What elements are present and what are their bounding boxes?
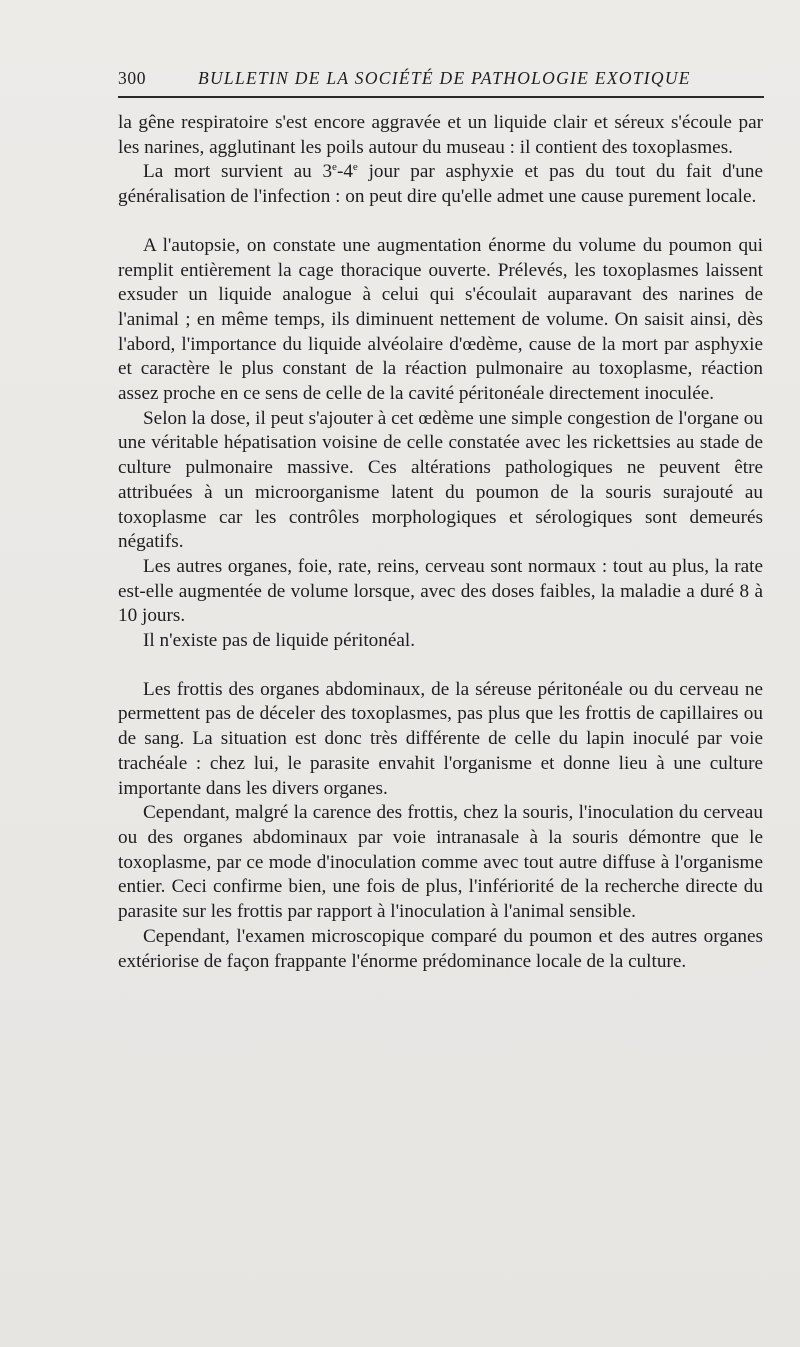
paragraph: Cependant, malgré la carence des frottis, chez la souris, l'inoculation du cerveau ou des organes abdominaux par voie intranasale à la souris démontre que le toxoplasme, par ce mode d'inoculation comme avec tout autre diffuse à l'organisme entier. Ceci confirme bien, une fois de plus, l'infériorité de la recherche directe du parasite sur les frottis par rapport à l'inoculation à l'animal sensible. (118, 802, 763, 923)
paragraph: Il n'existe pas de liquide péritonéal. (143, 630, 415, 652)
paragraph: La mort survient au 3e-4e jour par asphyxie et pas du tout du fait d'une généralisation de l'infection : on peut dire qu'elle admet une cause purement locale. (118, 161, 763, 208)
paragraph: Les autres organes, foie, rate, reins, cerveau sont normaux : tout au plus, la rate est-elle augmentée de volume lorsque, avec des doses faibles, la maladie a duré 8 à 10 jours. (118, 555, 763, 627)
header-rule (118, 96, 764, 98)
page-number: 300 (118, 68, 147, 88)
journal-title: BULLETIN DE LA SOCIÉTÉ DE PATHOLOGIE EXOTIQUE (198, 68, 691, 88)
article-body (118, 111, 763, 974)
running-head (118, 68, 763, 89)
paragraph: Les frottis des organes abdominaux, de la séreuse péritonéale ou du cerveau ne permettent pas de déceler des toxoplasmes, pas plus que les frottis de capillaires ou de sang. La situation est donc très différente de celle du lapin inoculé par voie trachéale : chez lui, le parasite envahit l'organisme et donne lieu à une culture importante dans les divers organes. (118, 678, 763, 799)
paragraph: A l'autopsie, on constate une augmentation énorme du volume du poumon qui remplit entièrement la cage thoracique ouverte. Prélevés, les toxoplasmes laissent exsuder un liquide analogue à celui qui s'écoulait auparavant des narines de l'animal ; en même temps, ils diminuent nettement de volume. On saisit ainsi, dès l'abord, l'importance du liquide alvéolaire d'œdème, cause de la mort par asphyxie et caractère le plus constant de la réaction pulmonaire au toxoplasme, réaction assez proche en ce sens de celle de la cavité péritonéale directement inoculée. (118, 234, 763, 405)
paragraph: Selon la dose, il peut s'ajouter à cet œdème une simple congestion de l'organe ou une véritable hépatisation voisine de celle constatée avec les rickettsies au stade de culture pulmonaire massive. Ces altérations pathologiques ne peuvent être attribuées à un microorganisme latent du poumon de la souris surajouté au toxoplasme car les contrôles morphologiques et sérologiques sont demeurés négatifs. (118, 407, 763, 553)
paragraph: Cependant, l'examen microscopique comparé du poumon et des autres organes extériorise de façon frappante l'énorme prédominance locale de la culture. (118, 925, 763, 972)
paragraph: la gêne respiratoire s'est encore aggravée et un liquide clair et séreux s'écoule par les narines, agglutinant les poils autour du museau : il contient des toxoplasmes. (118, 112, 763, 158)
